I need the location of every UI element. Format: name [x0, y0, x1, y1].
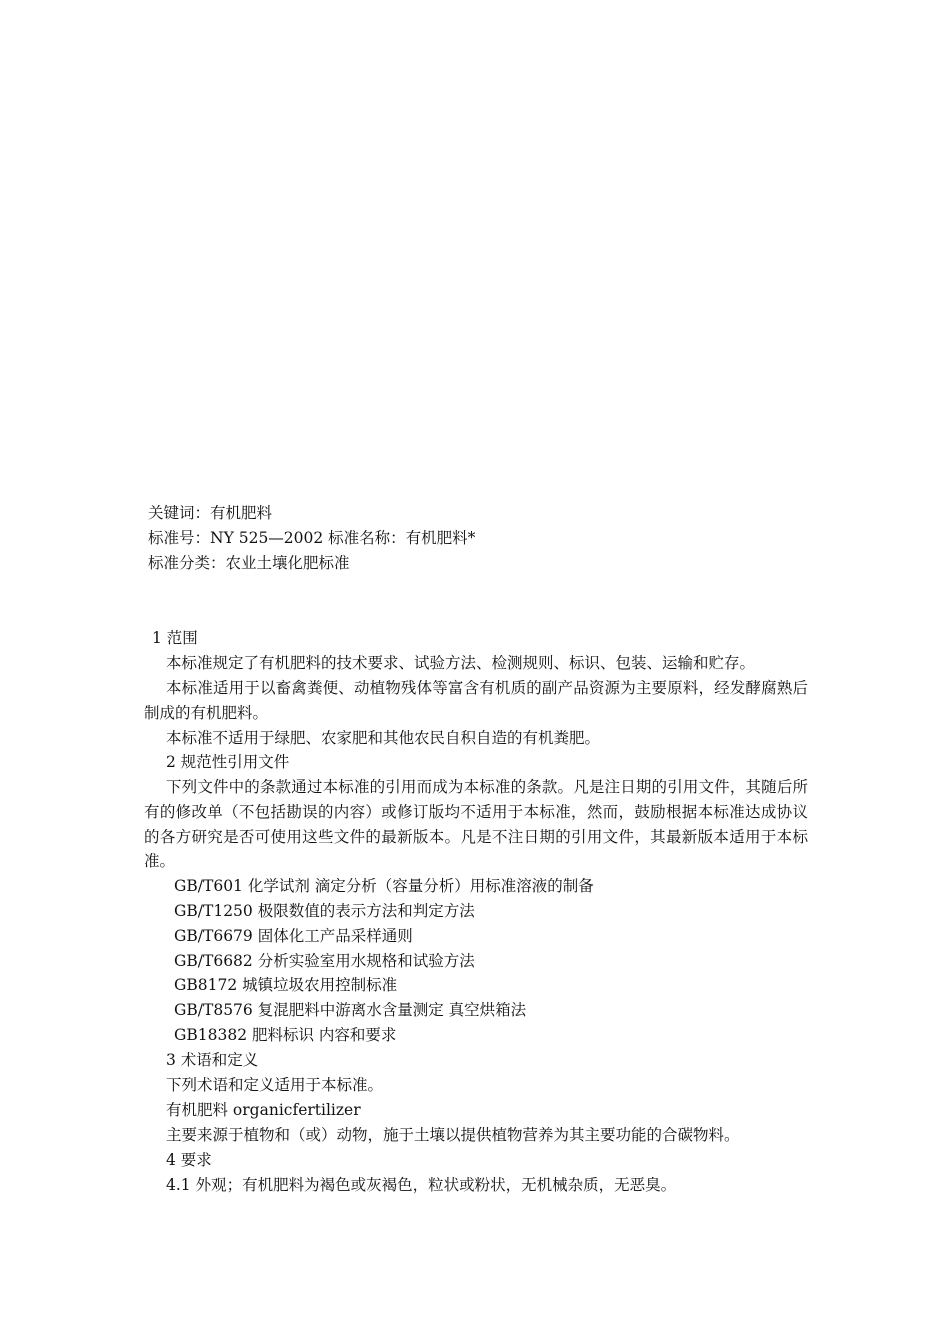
reference-item: GB8172 城镇垃圾农用控制标准 [174, 976, 398, 994]
reference-item: GB/T8576 复混肥料中游离水含量测定 真空烘箱法 [174, 1001, 527, 1019]
standard-number-line: 标准号：NY 525—2002 标准名称：有机肥料* [148, 529, 476, 547]
section-1-paragraph-1: 本标准规定了有机肥料的技术要求、试验方法、检测规则、标识、包装、运输和贮存。 [166, 654, 756, 672]
section-1-heading: 1 范围 [152, 629, 198, 647]
term-name: 有机肥料 organicfertilizer [166, 1101, 361, 1119]
section-4-1-appearance: 4.1 外观；有机肥料为褐色或灰褐色，粒状或粉状，无机械杂质，无恶臭。 [166, 1176, 677, 1194]
term-definition: 主要来源于植物和（或）动物，施于土壤以提供植物营养为其主要功能的合碳物料。 [166, 1126, 740, 1144]
section-3-paragraph-1: 下列术语和定义适用于本标准。 [166, 1076, 384, 1094]
section-1-paragraph-2: 本标准适用于以畜禽粪便、动植物残体等富含有机质的副产品资源为主要原料，经发酵腐熟后制成的有机肥料。 [144, 679, 808, 722]
section-2-paragraph-1: 下列文件中的条款通过本标准的引用而成为本标准的条款。凡是注日期的引用文件，其随后所有的修改单（不包括勘误的内容）或修订版均不适用于本标准，然而，鼓励根据本标准达成协议的各方研究是否可使用这些文件的最新版本。凡是不注日期的引用文件，其最新版本适用于本标准。 [144, 778, 808, 871]
reference-item: GB18382 肥料标识 内容和要求 [174, 1026, 397, 1044]
keywords-line: 关键词：有机肥料 [148, 504, 273, 522]
section-3-heading: 3 术语和定义 [166, 1051, 259, 1069]
section-1-paragraph-3: 本标准不适用于绿肥、农家肥和其他农民自积自造的有机粪肥。 [166, 729, 601, 747]
section-4-heading: 4 要求 [166, 1151, 212, 1169]
standard-category-line: 标准分类：农业土壤化肥标准 [148, 554, 350, 572]
reference-item: GB/T1250 极限数值的表示方法和判定方法 [174, 902, 475, 920]
reference-item: GB/T6679 固体化工产品采样通则 [174, 927, 413, 945]
reference-item: GB/T601 化学试剂 滴定分析（容量分析）用标准溶液的制备 [174, 877, 594, 895]
reference-item: GB/T6682 分析实验室用水规格和试验方法 [174, 952, 475, 970]
section-2-heading: 2 规范性引用文件 [166, 753, 290, 771]
